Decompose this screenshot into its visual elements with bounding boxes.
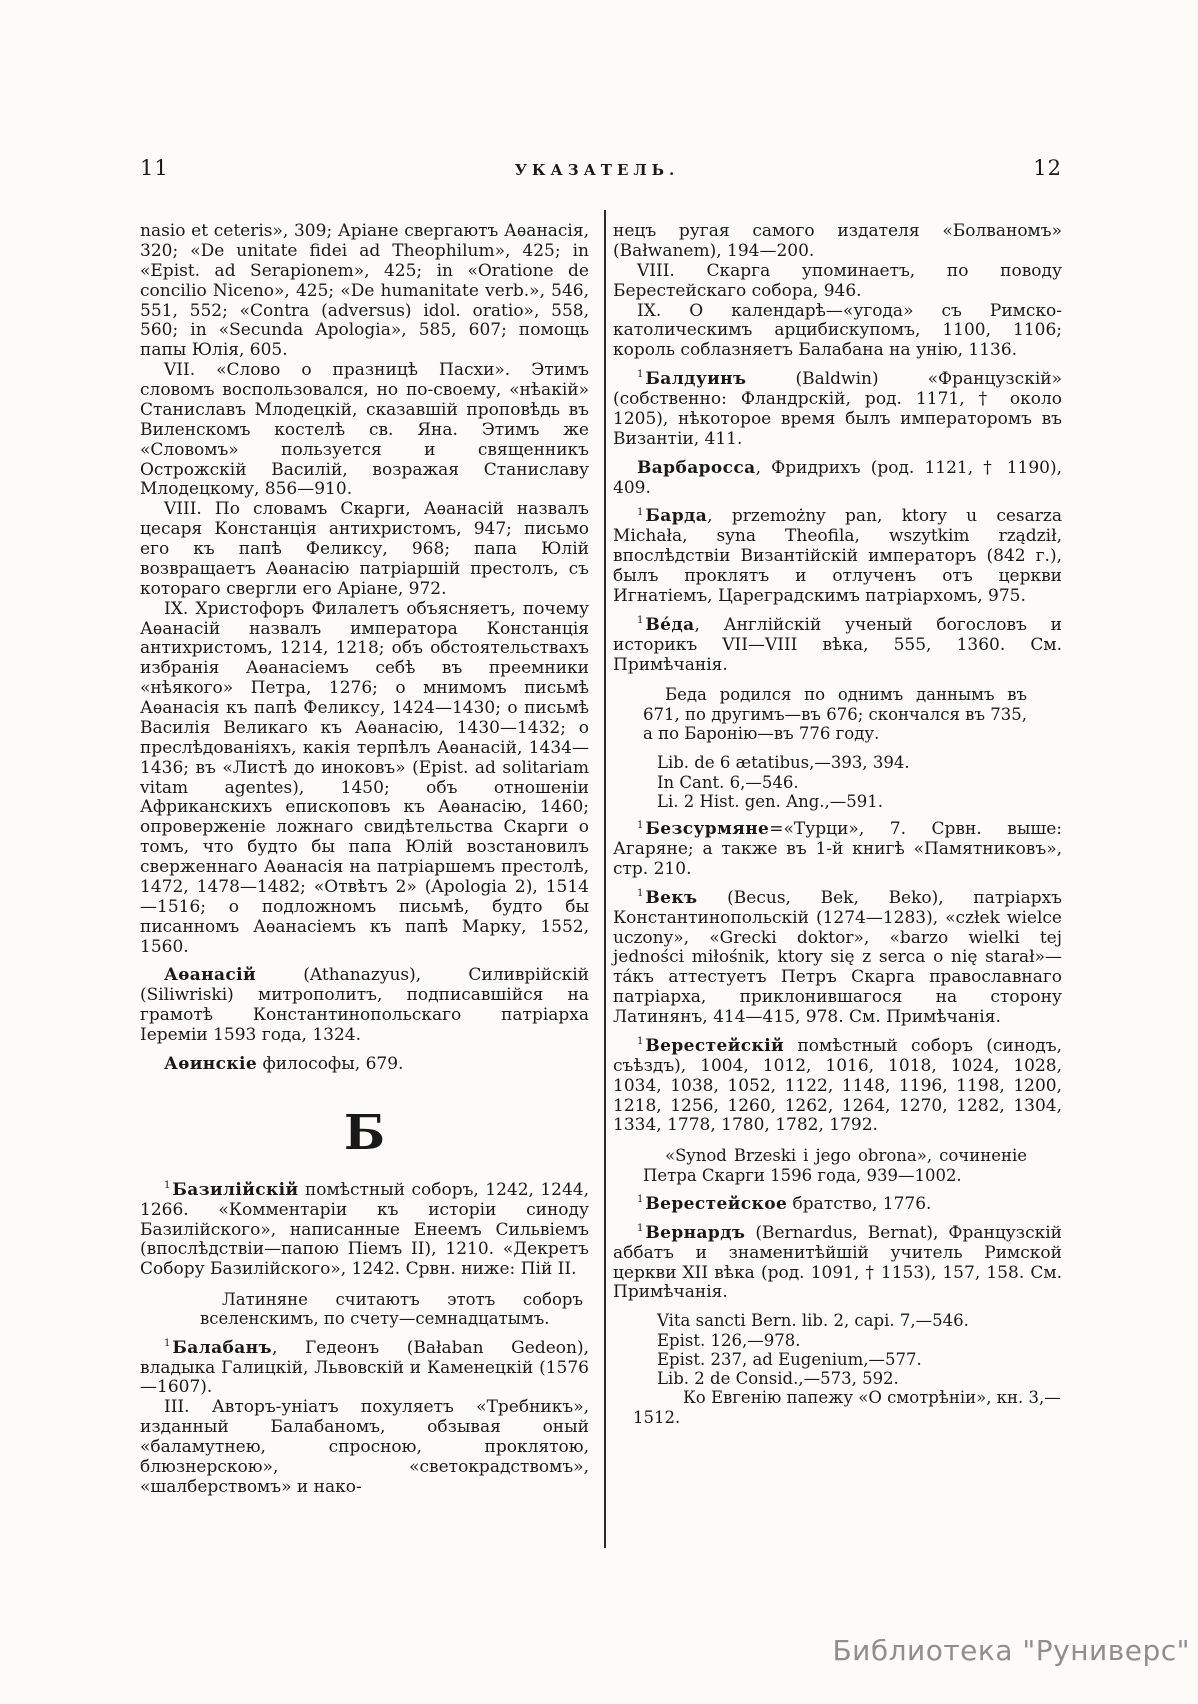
index-entry	[613, 616, 1062, 676]
footnote-marker: 1	[637, 1223, 644, 1235]
footnote-marker: 1	[164, 1180, 171, 1192]
entry-text: братство, 1776.	[787, 1193, 932, 1214]
entry-text: , Фридрихъ (род. 1121, † 1190), 409.	[613, 457, 1062, 498]
footnote-marker: 1	[637, 506, 644, 518]
entry-text: (Athanazyus), Силиврійскій (Siliwriski) митрополитъ, подписавшійся на грамотѣ Константинопольскаго патріарха Іереміи 1593 года, 1324.	[140, 965, 589, 1045]
entry-headword: Верестейскій	[645, 1035, 785, 1056]
entry-text: =«Турци», 7. Срвн. выше: Агаряне; а также въ 1-й книгѣ «Памятниковъ», стр. 210.	[613, 819, 1062, 879]
indented-note: Беда родился по однимъ даннымъ въ 671, по другимъ—въ 676; скончался въ 735, а по Баронію—въ 776 году.	[643, 685, 1027, 743]
footnote-marker: 1	[637, 1036, 644, 1048]
running-head	[140, 156, 1062, 181]
index-entry	[613, 370, 1062, 450]
entry-headword: Балабанъ	[172, 1337, 272, 1358]
entry-headword: Аѳанасій	[164, 965, 257, 986]
citation-line: In Cant. 6,—546.	[657, 772, 799, 792]
paragraph: VIII. По словамъ Скарги, Аѳанасій назвалъ цесаря Констанція антихристомъ, 947; письмо его къ папѣ Феликсу, 968; папа Юлій возвращаетъ Аѳанасію патріаршій престолъ, съ котораго свергли его Аріане, 972.	[140, 499, 589, 599]
footnote-marker: 1	[637, 369, 644, 381]
entry-headword: Векъ	[645, 887, 698, 908]
paragraph: IX. Христофоръ Филалетъ объясняетъ, почему Аѳанасій назвалъ императора Констанція антихристомъ, 1214, 1218; объ обстоятельствахъ избранія Аѳанасіемъ себѣ въ преемники «нѣякого» Петра, 1276; о мнимомъ письмѣ Аѳанасія къ папѣ Феликсу, 1424—1430; о письмѣ Василія Великаго къ Аѳанасію, 1430—1432; о преслѣдованіяхъ, какія терпѣлъ Аѳанасій, 1434—1436; въ «Листѣ до иноковъ» (Epist. ad solitariam vitam agentes), 1450; объ отношеніи Африканскихъ епископовъ къ Аѳанасію, 1460; опроверженіе ложнаго свидѣтельства Скарги о томъ, что будто бы папа Юлій возстановилъ сверженнаго Аѳанасія на патріаршемъ престолѣ, 1472, 1478—1482; «Отвѣтъ 2» (Apologia 2), 1514—1516; о подложномъ письмѣ, будто бы писанномъ Аѳанасіемъ къ папѣ Марку, 1552, 1560.	[140, 598, 589, 957]
entry-text: (Baldwin) «Французскій» (собственно: Фландрскій, род. 1171, † около 1205), нѣкоторое время былъ императоромъ въ Византіи, 411.	[613, 369, 1062, 449]
index-entry	[613, 820, 1062, 880]
page-number-left: 11	[140, 156, 169, 180]
entry-text: , Англійскій ученый богословъ и историкъ VII—VIII вѣка, 555, 1360. См. Примѣчанія.	[613, 614, 1062, 675]
footnote-marker: 1	[637, 819, 644, 831]
entry-headword: Варбаросса	[637, 457, 756, 478]
paragraph: нецъ ругая самого издателя «Болваномъ» (Bałwanem), 194—200.	[613, 221, 1062, 261]
footnote-marker: 1	[637, 1194, 644, 1206]
section-letter-heading: Б	[343, 1104, 385, 1161]
page-number-right: 12	[1033, 156, 1062, 180]
entry-text: , przemożny pan, ktory u cesarza Michała, syna Theofila, wszytkim rządził, впослѣдствіи Византійскій императоръ (842 г.), былъ проклятъ и отлученъ отъ церкви Игнатіемъ, Цареградскимъ патріархомъ, 975.	[613, 506, 1062, 606]
entry-headword: Вернардъ	[645, 1222, 746, 1243]
entry-headword: Безсурмяне	[645, 819, 770, 840]
index-entry	[140, 1181, 589, 1280]
entry-text: , Гедеонъ (Bałaban Gedeon), владыка Галицкій, Львовскій и Каменецкій (1576—1607).	[140, 1337, 589, 1398]
index-entry	[613, 1224, 1062, 1304]
index-entry	[613, 459, 1062, 499]
entry-text: (Bernardus, Bernat), Французскій аббатъ и знаменитѣйшій учитель Римской церкви XII вѣка (род. 1091, † 1153), 157, 158. См. Примѣчанія.	[613, 1222, 1062, 1303]
citation-line: Epist. 237, ad Eugenium,—577.	[657, 1349, 922, 1369]
citation-line: Vita sancti Bern. lib. 2, capi. 7,—546.	[657, 1311, 969, 1331]
citation-line: Lib. de 6 ætatibus,—393, 394.	[657, 753, 910, 773]
index-entry	[613, 1037, 1062, 1136]
entry-headword: Ве́да	[645, 614, 695, 635]
citation-line: Epist. 126,—978.	[657, 1330, 801, 1350]
footnote-marker: 1	[637, 888, 644, 900]
paragraph: VIII. Скарга упоминаетъ, по поводу Берестейскаго собора, 946.	[613, 260, 1062, 301]
right-column	[613, 222, 1062, 1498]
entry-headword: Аѳинскіе	[164, 1053, 258, 1074]
text-columns	[140, 222, 1062, 1498]
citation-line: Lib. 2 de Consid.,—573, 592.	[657, 1369, 899, 1389]
paragraph: IX. О календарѣ—«угода» съ Римско-католическимъ арцибискупомъ, 1100, 1106; король соблазняетъ Балабана на унію, 1136.	[613, 300, 1062, 361]
entry-text: философы, 679.	[257, 1053, 404, 1074]
library-watermark: Библиотека "Руниверс"	[832, 1634, 1190, 1668]
left-column	[140, 222, 589, 1498]
entry-headword: Верестейское	[645, 1193, 788, 1214]
index-entry	[613, 1195, 1062, 1215]
entry-headword: Базилійскій	[172, 1179, 299, 1200]
index-entry	[140, 966, 589, 1046]
entry-text: (Becus, Bek, Beko), патріархъ Константинопольскій (1274—1283), «człek wielce uczony», «Grecki doktor», «barzo wielki tej jedności miłośnik, ktory się z serca o nię starał»—та́къ аттестуетъ Петръ Скарга православнаго патріарха, приклонившагося на сторону Латинянъ, 414—415, 978. См. Примѣчанія.	[613, 887, 1062, 1028]
index-entry	[613, 507, 1062, 606]
entry-headword: Балдуинъ	[645, 369, 747, 390]
indented-note: «Synod Brzeski i jego obrona», сочиненіе Петра Скарги 1596 года, 939—1002.	[643, 1146, 1027, 1185]
entry-text: помѣстный соборъ, 1242, 1244, 1266. «Комментаріи къ исторіи синоду Базилійского», написанные Енеемъ Сильвіемъ (впослѣдствіи—папою Піемъ II), 1210. «Декретъ Собору Базилійского», 1242. Срвн. ниже: Пій II.	[140, 1179, 589, 1280]
page-title: УКАЗАТЕЛЬ.	[514, 161, 680, 179]
index-entry	[140, 1339, 589, 1399]
index-entry	[613, 889, 1062, 1028]
footnote-marker: 1	[164, 1338, 171, 1350]
index-entry	[140, 1055, 589, 1075]
citation-line: Ко Евгенію папежу «О смотрѣніи», кн. 3,—1512.	[633, 1388, 1061, 1427]
paragraph: III. Авторъ-уніатъ похуляетъ «Требникъ», изданный Балабаномъ, обзывая оный «баламутнею, спросною, проклятою, блюзнерскою», «светокрадствомъ», «шалберствомъ» и нако-	[140, 1397, 589, 1497]
citation-line: Li. 2 Hist. gen. Ang.,—591.	[657, 791, 883, 811]
paragraph: VII. «Слово о празницѣ Пасхи». Этимъ словомъ воспользовался, но по-своему, «нѣакій» Станиславъ Млодецкій, сказавшій проповѣдь въ Виленскомъ костелѣ св. Яна. Этимъ же «Словомъ» пользуется и священникъ Острожскій Василій, возражая Станиславу Млодецкому, 856—910.	[140, 360, 589, 500]
entry-headword: Барда	[645, 506, 708, 527]
footnote-marker: 1	[637, 615, 644, 627]
entry-text: помѣстный соборъ (синодъ, съѣздъ), 1004, 1012, 1016, 1018, 1024, 1028, 1034, 1038, 1052, 1122, 1148, 1196, 1198, 1200, 1218, 1256, 1260, 1262, 1264, 1270, 1282, 1304, 1334, 1778, 1780, 1782, 1792.	[613, 1035, 1062, 1136]
paragraph: nasio et ceteris», 309; Аріане свергаютъ Аѳанасія, 320; «De unitate fidei ad Theophilum», 425; in «Epist. ad Serapionem», 425; in «Oratione de concilio Niceno», 425; «De humanitate verb.», 546, 551, 552; «Contra (adversus) idol. oratio», 558, 560; in «Secunda Apologia», 585, 607; помощь папы Юлія, 605.	[140, 221, 589, 361]
indented-note: Латиняне считаютъ этотъ соборъ вселенскимъ, по счету—семнадцатымъ.	[200, 1290, 583, 1329]
